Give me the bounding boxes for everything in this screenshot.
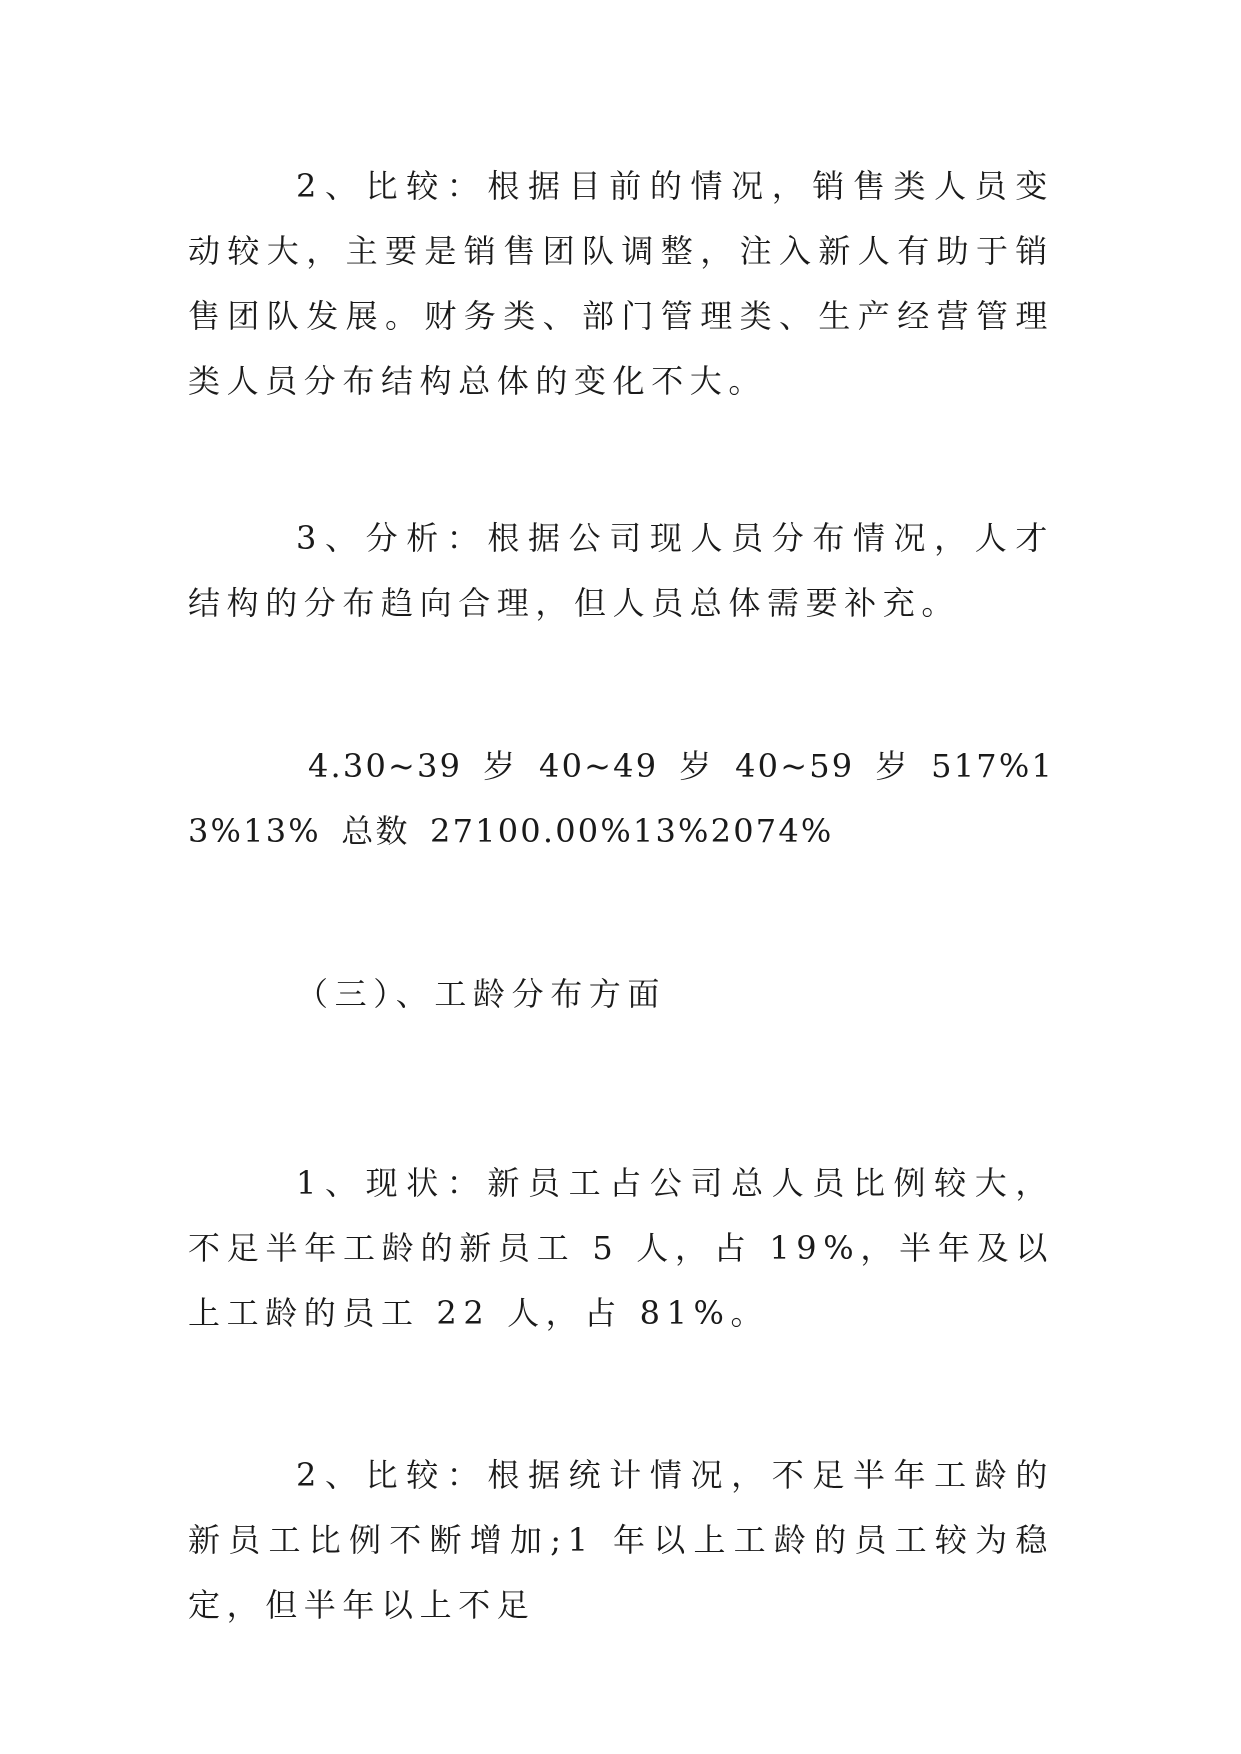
paragraph-age-table-text: 4.30~39 岁 40~49 岁 40~59 岁 517%13%13% 总数 27100.00%13%2074% bbox=[188, 747, 1054, 850]
paragraph-analysis-staff: 3、分析：根据公司现人员分布情况，人才结构的分布趋向合理，但人员总体需要补充。 bbox=[188, 519, 1054, 622]
paragraph-current-status: 1、现状：新员工占公司总人员比例较大，不足半年工龄的新员工 5 人，占 19%，半年及以上工龄的员工 22 人，占 81%。 bbox=[188, 1164, 1054, 1332]
paragraph-comparison-seniority: 2、比较：根据统计情况，不足半年工龄的新员工比例不断增加;1 年以上工龄的员工较为稳定，但半年以上不足 bbox=[188, 1456, 1054, 1624]
paragraph-comparison-staff: 2、比较：根据目前的情况，销售类人员变动较大，主要是销售团队调整，注入新人有助于销售团队发展。财务类、部门管理类、生产经营管理类人员分布结构总体的变化不大。 bbox=[188, 167, 1054, 400]
section-heading-seniority: （三）、工龄分布方面 bbox=[296, 975, 667, 1013]
